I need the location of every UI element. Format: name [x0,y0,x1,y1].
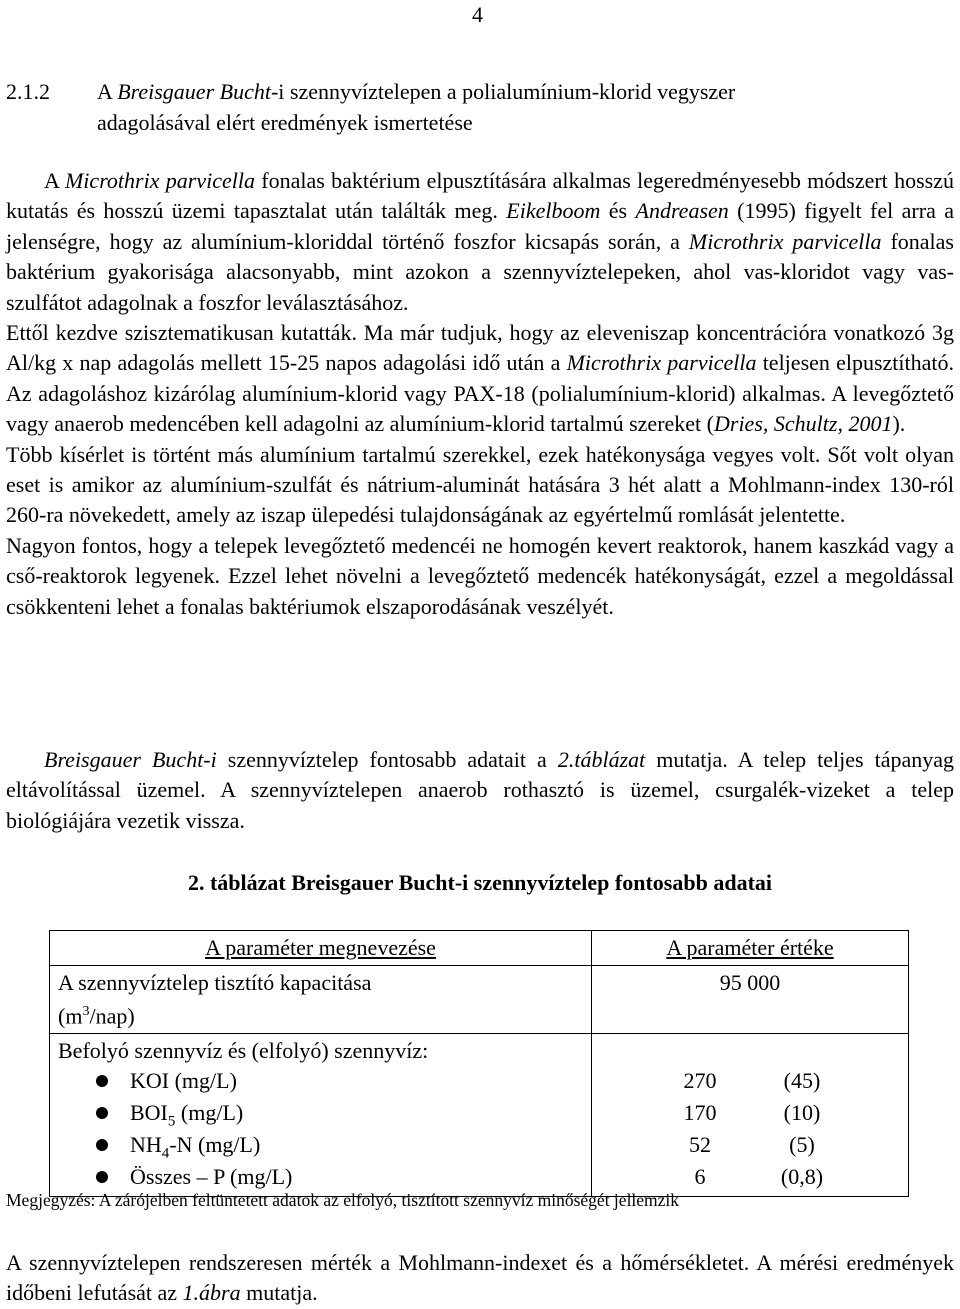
bullet-icon [96,1171,108,1183]
heading-text: -i szennyvíztelepen a polialumínium-klorid vegyszer [270,79,736,104]
list-item: Összes – P (mg/L) [58,1161,583,1193]
value-row: 52 (5) [689,1132,815,1158]
influent-effluent-label [50,1034,592,1197]
paragraph-3: Több kísérlet is történt más alumínium tartalmú szerekkel, ezek hatékonysága vegyes volt. Sőt volt olyan eset is amikor az alumínium-szulfát és nátrium-aluminát hatására 3 hét alatt a Mohlmann-index 130-ról 260-ra növekedett, amely az iszap ülepedési tulajdonságának az egyértelmű romlását jelentette. [6,441,954,528]
header-parameter: A paraméter megnevezése [50,931,592,966]
paragraph-5: Breisgauer Bucht-i szennyvíztelep fontosabb adatait a 2.táblázat mutatja. A telep teljes tápanyag eltávolítással üzemel. A szennyvíztelepen anaerob rothasztó is üzemel, csurgalék-vizeket a telep biológiájára vezetik vissza. [6,747,955,833]
table-row [50,1034,909,1197]
influent-effluent-values [592,1034,909,1197]
bullet-icon [96,1075,108,1087]
list-item: $BOI_5$ (mg/L) [58,1097,583,1129]
paragraph-2: Ettől kezdve szisztematikusan kutatták. Ma már tudjuk, hogy az eleveniszap koncentrációra vonatkozó 3g Al/kg x nap adagolás mellett 15-25 napos adagolási idő után a Microthrix parvicella teljesen elpusztítható. Az adagoláshoz kizárólag alumínium-klorid vagy PAX-18 (polialumínium-klorid) alkalmas. A levegőztető vagy anaerob medencében kell adagolni az alumínium-klorid tartalmú szereket (Dries, Schultz, 2001). [6,320,955,437]
bullet-icon [96,1107,108,1119]
body-block-intro [6,166,954,622]
table-caption: 2. táblázat Breisgauer Bucht-i szennyvíztelep fontosabb adatai [187,870,773,895]
heading-text: A [97,79,118,104]
section-number: 2.1.2 [6,79,50,104]
capacity-value: 95 000 [592,966,909,1034]
list-item: $NH_4-N$ (mg/L) [58,1129,583,1161]
table-row [50,966,909,1034]
bullet-icon [96,1139,108,1151]
capacity-label: A szennyvíztelep tisztító kapacitása $(m^3/nap)$ [50,966,592,1034]
paragraph-6: A szennyvíztelepen rendszeresen mérték a Mohlmann-indexet és a hőmérsékletet. A mérési eredmények időbeni lefutását az 1.ábra mutatja. [6,1250,954,1306]
list-item: KOI (mg/L) [58,1065,583,1097]
data-table [49,930,909,1197]
paragraph-1: A Microthrix parvicella fonalas baktérium elpusztítására alkalmas legeredményesebb módszert hosszú kutatás és hosszú üzemi tapasztalat után találták meg. Eikelboom és Andreasen (1995) figyelt fel arra a jelenségre, hogy az alumínium-kloriddal történő foszfor kicsapás során, a Microthrix parvicella fonalas baktérium gyakorisága alacsonyabb, mint azokon a szennyvíztelepeken, ahol vas-kloridot vagy vas-szulfátot adagolnak a foszfor leválasztásához. [6,168,954,315]
body-block-closing [6,1248,954,1309]
influent-effluent-heading: Befolyó szennyvíz és (elfolyó) szennyvíz: [58,1038,429,1064]
body-block-table-intro [6,745,954,836]
value-row: 270 (45) [683,1068,821,1094]
page-number: 4 [472,2,483,27]
header-value: A paraméter értéke [592,931,909,966]
heading-line-2: adagolásával elért eredmények ismertetése [97,110,473,135]
section-heading [6,76,954,138]
table-header-row [50,931,909,966]
table-note: Megjegyzés: A zárójelben feltüntetett adatok az elfolyó, tisztított szennyvíz minőségét jellemzik [6,1190,680,1210]
heading-italic: Breisgauer Bucht [117,79,271,104]
paragraph-4: Nagyon fontos, hogy a telepek levegőztető medencéi ne homogén kevert reaktorok, hanem kaszkád vagy a cső-reaktorok legyenek. Ezzel lehet növelni a levegőztető medencék hatékonyságát, ezzel a megoldással csökkenteni lehet a fonalas baktériumok elszaporodásának veszélyét. [6,532,954,619]
value-row: 170 (10) [683,1100,821,1126]
value-row: 6 (0,8) [694,1164,824,1190]
